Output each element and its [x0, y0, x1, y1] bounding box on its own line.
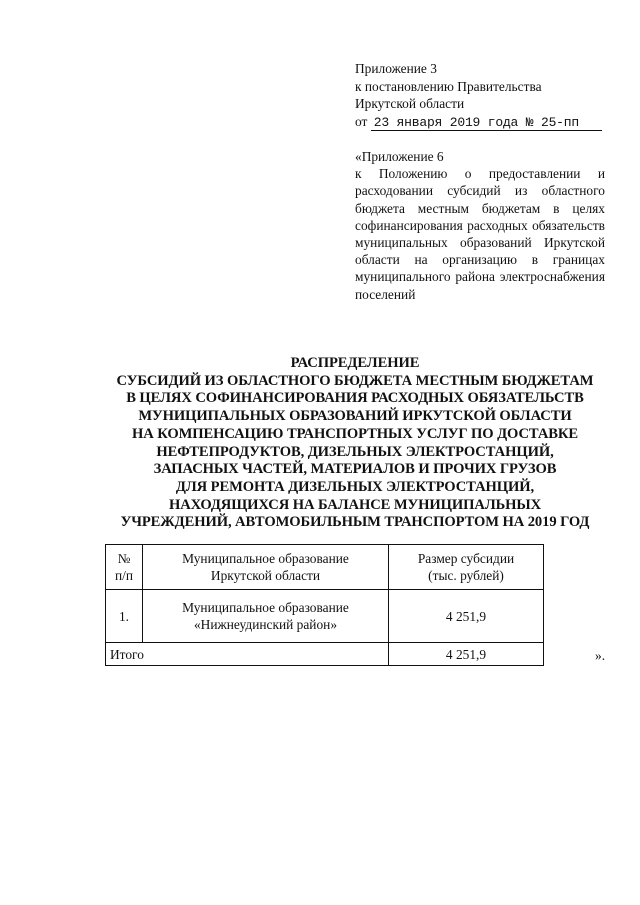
- appendix-region: Иркутской области: [355, 96, 465, 111]
- date-value: 23 января 2019 года № 25-пп: [371, 115, 602, 131]
- total-amount: 4 251,9: [389, 643, 544, 666]
- title-line: НАХОДЯЩИХСЯ НА БАЛАНСЕ МУНИЦИПАЛЬНЫХ: [168, 496, 542, 513]
- inner-appendix-number: «Приложение 6: [355, 149, 444, 164]
- date-prefix: от: [355, 113, 368, 129]
- table-header-row: [106, 545, 544, 590]
- inner-appendix-text: к Положению о предоставлении и расходовании субсидий из областного бюджета местным бюджетам в целях софинансирования расходных обязательств муниципальных образований Иркутской области на организацию в границах муниципального района электроснабжения поселений: [355, 166, 605, 302]
- header-number-line: п/п: [114, 568, 134, 583]
- appendix-reference: к постановлению Правительства: [355, 78, 542, 94]
- header-amount: [389, 545, 544, 590]
- header-municipality-line: Муниципальное образование: [182, 551, 349, 566]
- title-line: В ЦЕЛЯХ СОФИНАНСИРОВАНИЯ РАСХОДНЫХ ОБЯЗАТЕЛЬСТВ: [126, 390, 584, 407]
- document-title: [95, 355, 615, 532]
- row-municipality-line: Муниципальное образование: [182, 600, 349, 615]
- closing-quote-mark: ».: [595, 648, 606, 663]
- header-number-line: №: [117, 551, 131, 566]
- appendix-header: [355, 60, 605, 131]
- title-line: УЧРЕЖДЕНИЙ, АВТОМОБИЛЬНЫМ ТРАНСПОРТОМ НА 2019 ГОД: [120, 514, 590, 531]
- title-line: РАСПРЕДЕЛЕНИЕ: [290, 355, 420, 371]
- title-line: НА КОМПЕНСАЦИЮ ТРАНСПОРТНЫХ УСЛУГ ПО ДОСТАВКЕ: [131, 425, 579, 442]
- title-line: НЕФТЕПРОДУКТОВ, ДИЗЕЛЬНЫХ ЭЛЕКТРОСТАНЦИЙ,: [156, 443, 554, 460]
- row-municipality-line: «Нижнеудинский район»: [193, 617, 338, 632]
- title-line: ЗАПАСНЫХ ЧАСТЕЙ, МАТЕРИАЛОВ И ПРОЧИХ ГРУЗОВ: [153, 461, 557, 478]
- header-amount-line: (тыс. рублей): [428, 568, 504, 583]
- total-label: Итого: [106, 643, 389, 666]
- row-amount: 4 251,9: [389, 590, 544, 643]
- row-number: 1.: [106, 590, 143, 643]
- header-municipality-line: Иркутской области: [210, 568, 321, 583]
- title-line: ДЛЯ РЕМОНТА ДИЗЕЛЬНЫХ ЭЛЕКТРОСТАНЦИЙ,: [175, 478, 535, 495]
- inner-appendix-header: [355, 148, 605, 303]
- title-line: СУБСИДИЙ ИЗ ОБЛАСТНОГО БЮДЖЕТА МЕСТНЫМ БЮДЖЕТАМ: [116, 372, 594, 389]
- table-row: [106, 590, 544, 643]
- header-number: [106, 545, 143, 590]
- title-line: МУНИЦИПАЛЬНЫХ ОБРАЗОВАНИЙ ИРКУТСКОЙ ОБЛАСТИ: [138, 408, 572, 425]
- appendix-number: Приложение 3: [355, 61, 437, 76]
- header-municipality: [143, 545, 389, 590]
- row-municipality: [143, 590, 389, 643]
- appendix-date-line: [355, 113, 605, 131]
- table-total-row: [106, 643, 544, 666]
- subsidy-table: [105, 544, 544, 666]
- header-amount-line: Размер субсидии: [417, 551, 515, 566]
